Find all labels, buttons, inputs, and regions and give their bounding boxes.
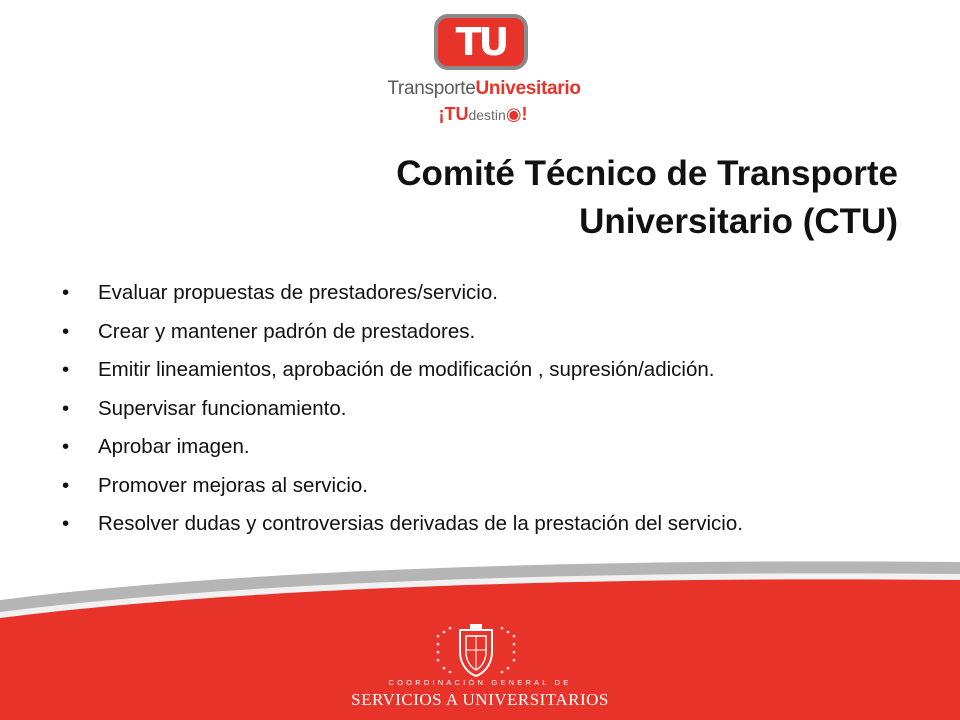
university-seal-icon [430,622,522,680]
bullet-item [62,357,922,382]
logo-brand-name [374,78,594,100]
coordination-label: COORDINACIÓN GENERAL DE [388,678,572,687]
bullet-item [62,434,922,459]
bullet-icon: • [62,281,70,304]
tagline-target-icon: ◉ [505,104,522,124]
tagline-word: destin [468,107,506,123]
bullet-icon: • [62,396,70,420]
slide-title [198,150,898,246]
bullet-icon: • [62,319,70,343]
tagline-end: ! [521,104,528,124]
bullet-icon: • [62,435,70,458]
tagline-open: ¡ [438,104,445,124]
bullet-icon: • [62,512,70,535]
bullet-item [62,396,922,421]
logo-tagline [428,104,538,125]
slide-title-line1: Comité Técnico de Transporte [396,154,898,193]
bullet-list [62,280,922,550]
services-label: SERVICIOS A UNIVERSITARIOS [351,690,609,709]
bullet-item [62,280,922,305]
bullet-text: Aprobar imagen. [98,435,250,458]
bullet-text: Crear y mantener padrón de prestadores. [98,319,476,343]
bullet-text: Emitir lineamientos, aprobación de modificación , supresión/adición. [98,358,715,381]
bullet-icon: • [62,473,70,497]
logo-brand-part2: Univesitario [475,78,581,99]
bullet-text: Promover mejoras al servicio. [98,473,368,497]
bullet-item [62,473,922,498]
tagline-mark: TU [444,104,469,124]
tu-logo-badge-text: TU [455,20,507,64]
bullet-item [62,319,922,344]
tu-logo-badge [434,14,528,70]
bullet-text: Supervisar funcionamiento. [98,396,347,420]
slide-title-line2: Universitario (CTU) [579,202,898,241]
bullet-text: Evaluar propuestas de prestadores/servicio. [98,281,498,304]
logo-brand-part1: Transporte [387,78,476,99]
bullet-item [62,511,922,536]
bullet-text: Resolver dudas y controversias derivadas de la prestación del servicio. [98,512,743,535]
bullet-icon: • [62,358,70,381]
